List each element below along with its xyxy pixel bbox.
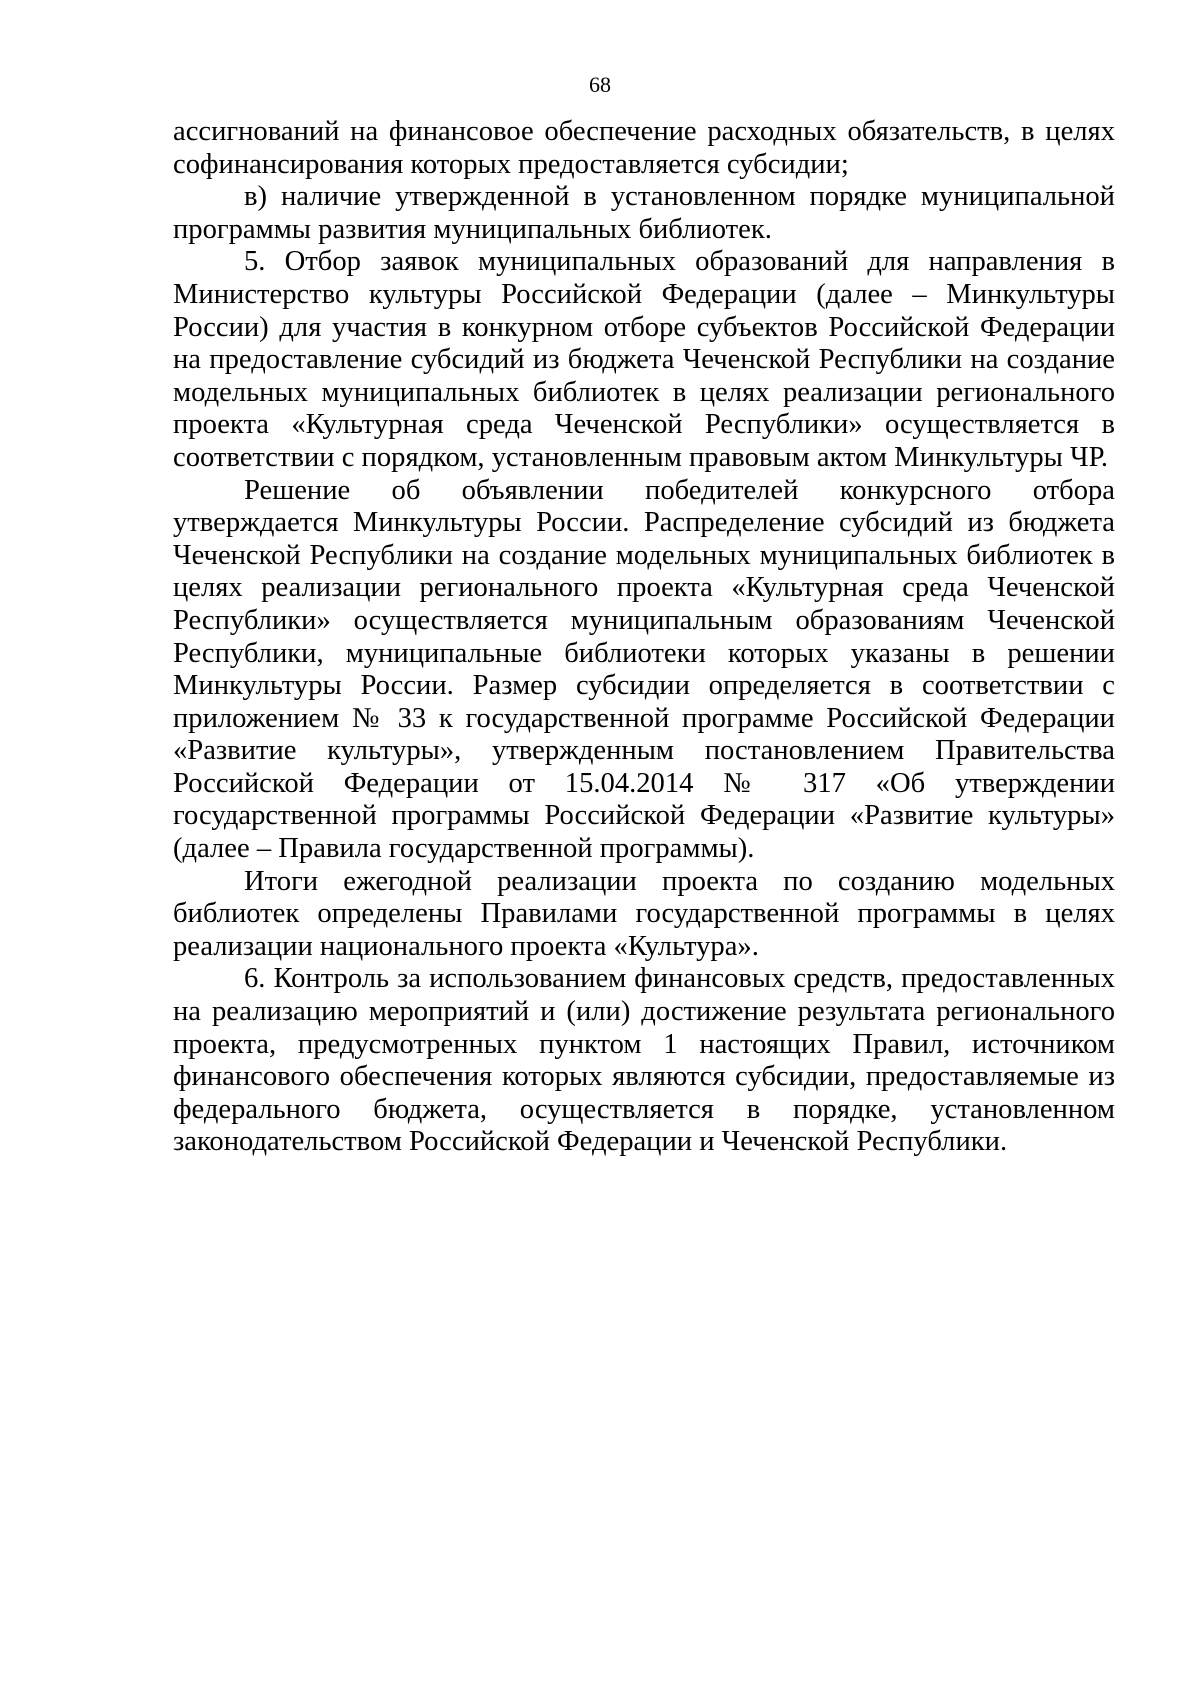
paragraph-winners-decision: Решение об объявлении победителей конкурсного отбора утверждается Минкультуры России. Распределение субсидий из бюджета Чеченской Республики на создание модельных муниципальных библиотек в целях реализации регионального проекта «Культурная среда Чеченской Республики» осуществляется муниципальным образованиям Чеченской Республики, муниципальные библиотеки которых указаны в решении Минкультуры России. Размер субсидии определяется в соответствии с приложением № 33 к государственной программе Российской Федерации «Развитие культуры», утвержденным постановлением Правительства Российской Федерации от 15.04.2014 № 317 «Об утверждении государственной программы Российской Федерации «Развитие культуры» (далее – Правила государственной программы). (173, 474, 1115, 865)
page-number: 68 (589, 72, 611, 97)
paragraph-section-5-selection: 5. Отбор заявок муниципальных образований для направления в Министерство культуры Российской Федерации (далее – Минкультуры России) для участия в конкурном отборе субъектов Российской Федерации на предоставление субсидий из бюджета Чеченской Республики на создание модельных муниципальных библиотек в целях реализации регионального проекта «Культурная среда Чеченской Республики» осуществляется в соответствии с порядком, установленным правовым актом Минкультуры ЧР. (173, 246, 1115, 473)
paragraph-assignments-continuation: ассигнований на финансовое обеспечение расходных обязательств, в целях софинансирования которых предоставляется субсидии; (173, 116, 1115, 180)
paragraph-item-v-program: в) наличие утвержденной в установленном порядке муниципальной программы развития муниципальных библиотек. (173, 181, 1115, 245)
paragraph-section-6-control: 6. Контроль за использованием финансовых средств, предоставленных на реализацию мероприятий и (или) достижение результата регионального проекта, предусмотренных пунктом 1 настоящих Правил, источником финансового обеспечения которых являются субсидии, предоставляемые из федерального бюджета, осуществляется в порядке, установленном законодательством Российской Федерации и Чеченской Республики. (173, 963, 1115, 1158)
paragraph-annual-results: Итоги ежегодной реализации проекта по созданию модельных библиотек определены Правилами государственной программы в целях реализации национального проекта «Культура». (173, 865, 1115, 962)
document-body (173, 116, 1115, 1159)
